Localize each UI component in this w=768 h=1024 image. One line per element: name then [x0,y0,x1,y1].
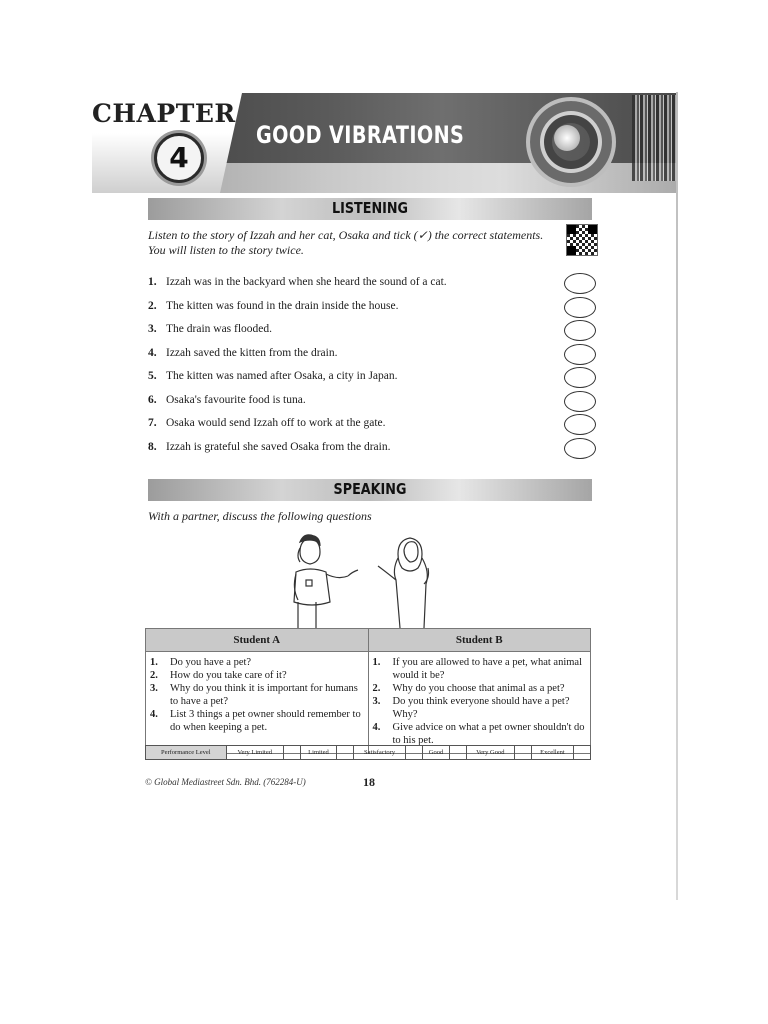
level-satisfactory: Satisfactory [354,746,406,760]
question-text: Do you think everyone should have a pet? Why? [392,696,570,720]
question-text: How do you take care of it? [170,670,287,681]
level-good: Good [423,746,450,760]
tick-oval[interactable] [564,367,596,388]
list-item [373,721,587,747]
statement-item [148,367,598,391]
list-item [373,656,587,682]
student-a-questions [150,656,364,734]
question-text: List 3 things a pet owner should remember to do when keeping a pet. [170,709,361,733]
question-number: 3. [150,683,158,694]
chapter-header [92,93,676,193]
level-checkbox[interactable] [337,746,354,760]
student-b-heading: Student B [368,629,591,652]
tick-oval[interactable] [564,344,596,365]
level-very-good: Very Good [466,746,514,760]
list-item [150,682,364,708]
statement-number: 2. [148,299,157,312]
question-number: 2. [372,683,381,694]
level-checkbox[interactable] [283,746,300,760]
question-number: 1. [372,657,381,668]
listening-banner [148,198,592,220]
level-checkbox[interactable] [574,746,591,760]
level-checkbox[interactable] [406,746,423,760]
table-header-row [146,629,591,652]
statement-item [148,414,598,438]
performance-label: Performance Level [146,746,227,760]
student-a-cell [146,652,369,754]
question-number: 1. [150,657,158,668]
students-illustration [270,528,470,630]
question-text: Give advice on what a pet owner shouldn't do to his pet. [392,722,585,746]
table-row [146,746,591,760]
copyright-notice: © Global Mediastreet Sdn. Bhd. (762284-U) [145,777,306,787]
tick-oval[interactable] [564,273,596,294]
statement-number: 3. [148,323,157,335]
listening-statements [148,273,598,461]
chapter-label: CHAPTER [92,99,236,128]
statement-item [148,438,598,462]
tick-oval[interactable] [564,320,596,341]
statement-number: 4. [148,346,157,359]
student-b-cell [368,652,591,754]
statement-item [148,320,598,344]
question-text: If you are allowed to have a pet, what animal would it be? [392,657,583,681]
speaking-instruction: With a partner, discuss the following questions [148,509,372,523]
table-row [146,652,591,754]
level-checkbox[interactable] [449,746,466,760]
page-number: 18 [363,775,375,789]
statement-item [148,391,598,415]
list-item [373,682,587,695]
statement-number: 6. [148,393,157,406]
question-text: Why do you think it is important for humans to have a pet? [170,683,358,707]
tick-oval[interactable] [564,297,596,318]
list-item [150,708,364,734]
chapter-number-badge: 4 [154,133,204,183]
student-a-heading: Student A [146,629,369,652]
qr-code-icon[interactable] [566,224,598,256]
statement-text: Izzah was in the backyard when she heard the sound of a cat. [166,276,447,288]
circuit-bars-graphic [632,95,676,181]
chapter-title: GOOD VIBRATIONS [256,121,465,149]
list-item [150,656,364,669]
question-number: 4. [150,709,158,720]
list-item [373,695,587,721]
statement-item [148,344,598,368]
statement-text: Osaka would send Izzah off to work at the gate. [166,417,386,429]
statement-text: The drain was flooded. [166,323,273,335]
level-excellent: Excellent [531,746,573,760]
level-checkbox[interactable] [514,746,531,760]
circuit-core-graphic [554,125,580,151]
statement-text: Izzah is grateful she saved Osaka from the drain. [166,440,391,453]
tick-oval[interactable] [564,414,596,435]
speaking-banner-label: SPEAKING [333,480,407,498]
listening-banner-label: LISTENING [331,199,408,217]
speaking-banner [148,479,592,501]
question-number: 3. [372,696,381,707]
tick-oval[interactable] [564,438,596,459]
student-b-questions [373,656,587,747]
speaking-questions-table [145,628,591,754]
question-number: 2. [150,670,158,681]
statement-text: The kitten was named after Osaka, a city in Japan. [166,370,398,382]
question-text: Why do you choose that animal as a pet? [392,683,565,694]
statement-item [148,297,598,321]
statement-text: Izzah saved the kitten from the drain. [166,346,338,359]
listening-instruction: Listen to the story of Izzah and her cat, Osaka and tick (✓) the correct statements. You will listen to the story twice. [148,228,544,257]
statement-text: The kitten was found in the drain inside the house. [166,299,399,312]
question-number: 4. [372,722,381,733]
level-very-limited: Very Limited [226,746,283,760]
list-item [150,669,364,682]
statement-text: Osaka's favourite food is tuna. [166,393,306,406]
statement-number: 8. [148,440,157,453]
question-text: Do you have a pet? [170,657,252,668]
statement-item [148,273,598,297]
statement-number: 7. [148,417,157,429]
statement-number: 1. [148,276,157,288]
page-edge [676,92,678,900]
tick-oval[interactable] [564,391,596,412]
performance-level-table [145,745,591,760]
level-limited: Limited [300,746,336,760]
statement-number: 5. [148,370,157,382]
